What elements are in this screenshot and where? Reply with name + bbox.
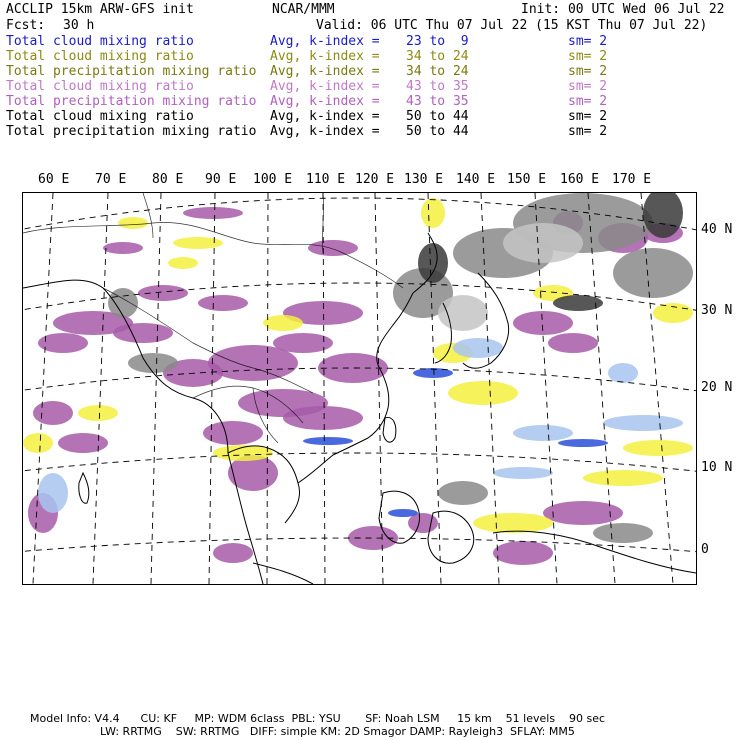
purple-shading: [138, 285, 188, 301]
legend-field: Total precipitation mixing ratio: [6, 124, 257, 139]
blue-shading: [388, 509, 418, 517]
purple-shading: [283, 406, 363, 430]
yellow-shading: [263, 315, 303, 331]
legend-smoothing: sm= 2: [568, 94, 608, 109]
purple-shading: [308, 240, 358, 256]
gray-shading: [613, 248, 693, 298]
gray-shading: [108, 288, 138, 318]
legend-row: [6, 34, 736, 49]
legend-field: Total cloud mixing ratio: [6, 109, 194, 124]
fcst-value: 30 h: [63, 18, 95, 33]
latitude-label: 10 N: [701, 460, 733, 475]
init-time: Init: 00 UTC Wed 06 Jul 22: [521, 2, 725, 17]
legend-k-range: 34 to 24: [406, 49, 469, 64]
legend-row: [6, 94, 736, 109]
legend-row: [6, 49, 736, 64]
longitude-label: 80 E: [152, 172, 184, 187]
legend-avg: Avg, k-index =: [270, 49, 380, 64]
blue-shading: [303, 437, 353, 445]
org-label: NCAR/MMM: [272, 2, 335, 17]
legend-smoothing: sm= 2: [568, 34, 608, 49]
purple-shading: [103, 242, 143, 254]
purple-shading: [58, 433, 108, 453]
legend-avg: Avg, k-index =: [270, 79, 380, 94]
purple-shading: [548, 333, 598, 353]
lightblue-shading: [608, 363, 638, 383]
legend-smoothing: sm= 2: [568, 49, 608, 64]
legend-k-range: 43 to 35: [406, 79, 469, 94]
yellow-shading: [23, 433, 53, 453]
legend-smoothing: sm= 2: [568, 109, 608, 124]
legend-smoothing: sm= 2: [568, 124, 608, 139]
yellow-shading: [78, 405, 118, 421]
lightgray-shading: [503, 223, 583, 263]
legend-avg: Avg, k-index =: [270, 109, 380, 124]
lightblue-shading: [453, 338, 503, 358]
yellow-shading: [173, 237, 223, 249]
longitude-label: 170 E: [612, 172, 652, 187]
longitude-label: 60 E: [38, 172, 70, 187]
lightblue-shading: [513, 425, 573, 441]
legend-field: Total cloud mixing ratio: [6, 79, 194, 94]
longitude-label: 90 E: [205, 172, 237, 187]
latitude-label: 40 N: [701, 222, 733, 237]
purple-shading: [513, 311, 573, 335]
latitude-label: 30 N: [701, 303, 733, 318]
model-info-line-2: LW: RRTMG SW: RRTMG DIFF: simple KM: 2D Smagor DAMP: Rayleigh3 SFLAY: MM5: [100, 725, 575, 738]
legend-field: Total cloud mixing ratio: [6, 34, 194, 49]
legend-avg: Avg, k-index =: [270, 94, 380, 109]
purple-shading: [213, 543, 253, 563]
longitude-label: 120 E: [355, 172, 395, 187]
longitude-label: 140 E: [456, 172, 496, 187]
lightblue-shading: [603, 415, 683, 431]
map-panel: [22, 192, 697, 585]
purple-shading: [113, 323, 173, 343]
legend-row: [6, 109, 736, 124]
purple-shading: [203, 421, 263, 445]
model-title: ACCLIP 15km ARW-GFS init: [6, 2, 194, 17]
yellow-shading: [583, 470, 663, 486]
legend-field: Total precipitation mixing ratio: [6, 64, 257, 79]
fcst-label: Fcst:: [6, 18, 46, 33]
yellow-shading: [653, 303, 693, 323]
gray-shading: [438, 481, 488, 505]
yellow-shading: [118, 217, 148, 229]
longitude-label: 160 E: [560, 172, 600, 187]
legend-k-range: 23 to 9: [406, 34, 469, 49]
darkgray-shading: [418, 243, 448, 283]
lightblue-shading: [493, 467, 553, 479]
yellow-shading: [448, 381, 518, 405]
legend-k-range: 50 to 44: [406, 124, 469, 139]
legend-field: Total cloud mixing ratio: [6, 49, 194, 64]
longitude-label: 100 E: [253, 172, 293, 187]
purple-shading: [183, 207, 243, 219]
longitude-label: 150 E: [507, 172, 547, 187]
yellow-shading: [168, 257, 198, 269]
legend-row: [6, 64, 736, 79]
valid-time: Valid: 06 UTC Thu 07 Jul 22 (15 KST Thu 07 Jul 22): [316, 18, 708, 33]
legend-k-range: 50 to 44: [406, 109, 469, 124]
lightblue-shading: [38, 473, 68, 513]
legend-row: [6, 124, 736, 139]
legend-avg: Avg, k-index =: [270, 64, 380, 79]
lightgray-shading: [438, 295, 488, 331]
model-info-line-1: Model Info: V4.4 CU: KF MP: WDM 6class PBL: YSU SF: Noah LSM 15 km 51 levels 90 sec: [30, 712, 606, 725]
purple-shading: [543, 501, 623, 525]
yellow-shading: [421, 198, 445, 228]
legend-avg: Avg, k-index =: [270, 124, 380, 139]
legend-k-range: 34 to 24: [406, 64, 469, 79]
gray-shading: [593, 523, 653, 543]
purple-shading: [493, 541, 553, 565]
purple-shading: [33, 401, 73, 425]
legend-smoothing: sm= 2: [568, 64, 608, 79]
blue-shading: [558, 439, 608, 447]
gray-shading: [128, 353, 178, 373]
longitude-label: 70 E: [95, 172, 127, 187]
yellow-shading: [623, 440, 693, 456]
yellow-shading: [473, 513, 553, 533]
legend-smoothing: sm= 2: [568, 79, 608, 94]
legend-avg: Avg, k-index =: [270, 34, 380, 49]
latitude-label: 20 N: [701, 380, 733, 395]
map-canvas: [23, 193, 696, 584]
latitude-label: 0: [701, 542, 709, 557]
legend-k-range: 43 to 35: [406, 94, 469, 109]
longitude-label: 130 E: [404, 172, 444, 187]
legend-field: Total precipitation mixing ratio: [6, 94, 257, 109]
legend-row: [6, 79, 736, 94]
purple-shading: [198, 295, 248, 311]
longitude-label: 110 E: [306, 172, 346, 187]
